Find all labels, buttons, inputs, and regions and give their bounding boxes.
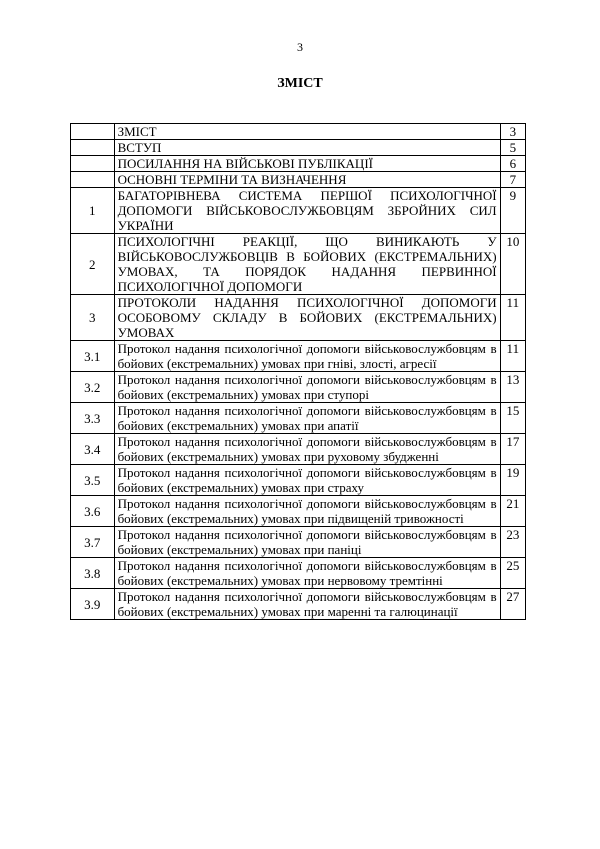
toc-row-page: 15 <box>500 403 525 434</box>
page-number: 3 <box>297 40 303 54</box>
toc-row[interactable] <box>71 295 526 341</box>
toc-row[interactable] <box>71 465 526 496</box>
toc-row-page: 27 <box>500 589 525 620</box>
toc-row[interactable] <box>71 341 526 372</box>
toc-row-page: 23 <box>500 527 525 558</box>
toc-row-page: 25 <box>500 558 525 589</box>
toc-row[interactable] <box>71 589 526 620</box>
toc-row-page: 17 <box>500 434 525 465</box>
page-title: ЗМІСТ <box>277 76 323 91</box>
toc-row-page: 5 <box>500 140 525 156</box>
toc-row-number <box>71 140 115 156</box>
toc-row-title[interactable]: Протокол надання психологічної допомоги військовослужбовцям в бойових (екстремальних) умовах при паніці <box>114 527 500 558</box>
toc-row-title[interactable]: Протокол надання психологічної допомоги військовослужбовцям в бойових (екстремальних) умовах при руховому збудженні <box>114 434 500 465</box>
toc-row-number: 3.2 <box>71 372 115 403</box>
toc-row-page: 9 <box>500 188 525 234</box>
toc-row-title[interactable]: Протокол надання психологічної допомоги військовослужбовцям в бойових (екстремальних) умовах при маренні та галюцинації <box>114 589 500 620</box>
toc-row-number <box>71 156 115 172</box>
toc-table <box>70 123 526 620</box>
toc-row-number: 3.5 <box>71 465 115 496</box>
toc-row[interactable] <box>71 172 526 188</box>
toc-row-title[interactable]: Протокол надання психологічної допомоги військовослужбовцям в бойових (екстремальних) умовах при підвищеній тривожності <box>114 496 500 527</box>
toc-row-number: 3.6 <box>71 496 115 527</box>
toc-row-number: 3.3 <box>71 403 115 434</box>
toc-row-number: 3.1 <box>71 341 115 372</box>
toc-row-number <box>71 172 115 188</box>
toc-row-title[interactable]: ОСНОВНІ ТЕРМІНИ ТА ВИЗНАЧЕННЯ <box>114 172 500 188</box>
toc-row[interactable] <box>71 558 526 589</box>
toc-row[interactable] <box>71 403 526 434</box>
toc-row[interactable] <box>71 156 526 172</box>
toc-row-title[interactable]: БАГАТОРІВНЕВА СИСТЕМА ПЕРШОЇ ПСИХОЛОГІЧНОЇ ДОПОМОГИ ВІЙСЬКОВОСЛУЖБОВЦЯМ ЗБРОЙНИХ СИЛ УКРАЇНИ <box>114 188 500 234</box>
toc-row-title[interactable]: Протокол надання психологічної допомоги військовослужбовцям в бойових (екстремальних) умовах при апатії <box>114 403 500 434</box>
toc-row-page: 19 <box>500 465 525 496</box>
toc-row-page: 10 <box>500 234 525 295</box>
toc-row-title[interactable]: ПСИХОЛОГІЧНІ РЕАКЦІЇ, ЩО ВИНИКАЮТЬ У ВІЙСЬКОВОСЛУЖБОВЦІВ В БОЙОВИХ (ЕКСТРЕМАЛЬНИХ) УМОВАХ, ТА ПОРЯДОК НАДАННЯ ПЕРВИННОЇ ПСИХОЛОГІЧНОЇ ДОПОМОГИ <box>114 234 500 295</box>
toc-row[interactable] <box>71 372 526 403</box>
toc-row-page: 13 <box>500 372 525 403</box>
toc-row[interactable] <box>71 234 526 295</box>
toc-row-number: 2 <box>71 234 115 295</box>
toc-row-number: 3.9 <box>71 589 115 620</box>
toc-row-title[interactable]: ПРОТОКОЛИ НАДАННЯ ПСИХОЛОГІЧНОЇ ДОПОМОГИ ОСОБОВОМУ СКЛАДУ В БОЙОВИХ (ЕКСТРЕМАЛЬНИХ) УМОВАХ <box>114 295 500 341</box>
toc-row-page: 6 <box>500 156 525 172</box>
toc-row-number: 1 <box>71 188 115 234</box>
toc-row-title[interactable]: Протокол надання психологічної допомоги військовослужбовцям в бойових (екстремальних) умовах при гніві, злості, агресії <box>114 341 500 372</box>
toc-row-number: 3.8 <box>71 558 115 589</box>
toc-row-page: 11 <box>500 341 525 372</box>
toc-row-page: 21 <box>500 496 525 527</box>
toc-row[interactable] <box>71 188 526 234</box>
toc-row-page: 7 <box>500 172 525 188</box>
toc-row-number <box>71 124 115 140</box>
toc-row-title[interactable]: Протокол надання психологічної допомоги військовослужбовцям в бойових (екстремальних) умовах при страху <box>114 465 500 496</box>
toc-row[interactable] <box>71 124 526 140</box>
toc-row-title[interactable]: Протокол надання психологічної допомоги військовослужбовцям в бойових (екстремальних) умовах при нервовому тремтінні <box>114 558 500 589</box>
toc-row-number: 3.4 <box>71 434 115 465</box>
toc-row-page: 3 <box>500 124 525 140</box>
toc-row-title[interactable]: ВСТУП <box>114 140 500 156</box>
toc-row-title[interactable]: ЗМІСТ <box>114 124 500 140</box>
toc-row-number: 3.7 <box>71 527 115 558</box>
toc-row-number: 3 <box>71 295 115 341</box>
toc-row[interactable] <box>71 140 526 156</box>
toc-row[interactable] <box>71 434 526 465</box>
toc-row[interactable] <box>71 496 526 527</box>
toc-row-title[interactable]: ПОСИЛАННЯ НА ВІЙСЬКОВІ ПУБЛІКАЦІЇ <box>114 156 500 172</box>
toc-row-title[interactable]: Протокол надання психологічної допомоги військовослужбовцям в бойових (екстремальних) умовах при ступорі <box>114 372 500 403</box>
toc-row[interactable] <box>71 527 526 558</box>
toc-row-page: 11 <box>500 295 525 341</box>
